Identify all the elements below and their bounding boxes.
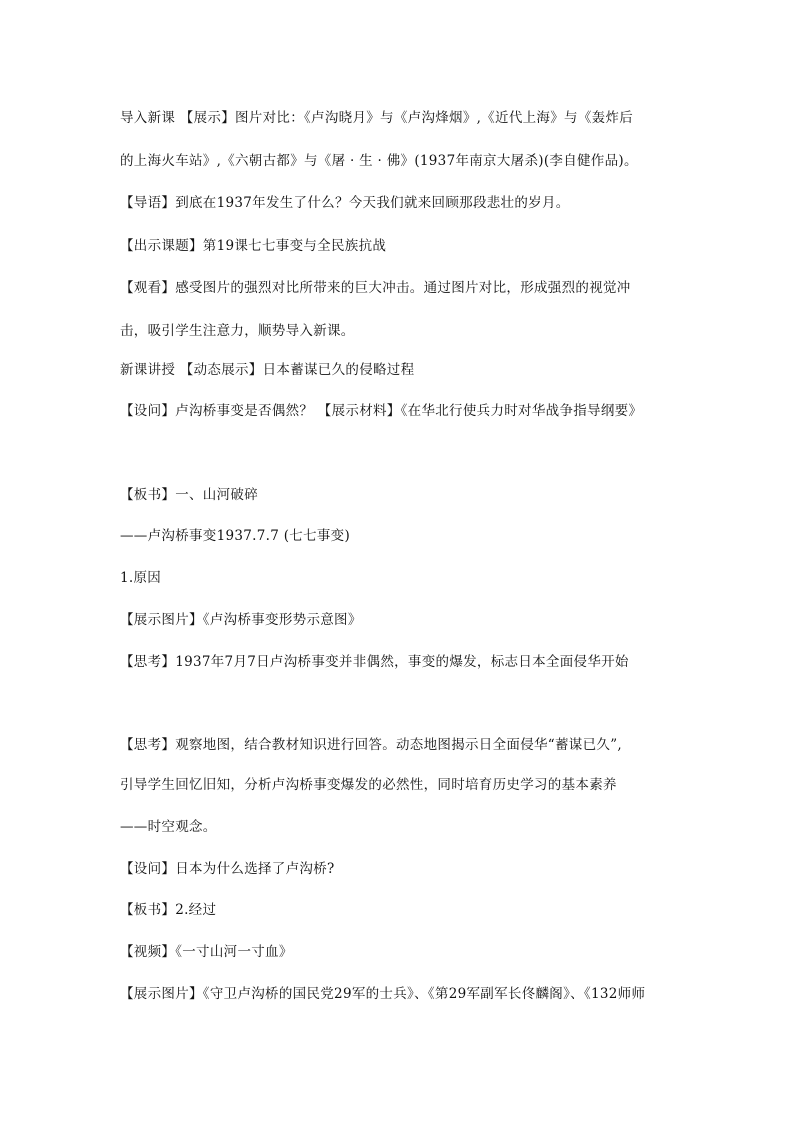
board-heading-1: 【板书】一、山河破碎 [120, 487, 258, 503]
lesson-title-line: 【出示课题】第19课七七事变与全民族抗战 [120, 238, 387, 254]
question-material-line: 【设问】卢沟桥事变是否偶然？ 【展示材料】《在华北行使兵力时对华战争指导纲要》 [120, 403, 643, 419]
map-image-line: 【展示图片】《卢沟桥事变形势示意图》 [120, 612, 362, 628]
observe-line-cont: 击，吸引学生注意力，顺势导入新课。 [120, 323, 355, 339]
board-process-line: 【板书】2.经过 [120, 902, 217, 918]
spacetime-concept-line: ——时空观念。 [120, 819, 217, 835]
think-line-1: 【思考】1937年7月7日卢沟桥事变并非偶然，事变的爆发，标志日本全面侵华开始 [120, 654, 629, 670]
guide-line: 【导语】到底在1937年发生了什么？今天我们就来回顾那段悲壮的岁月。 [120, 195, 570, 211]
video-line: 【视频】《一寸山河一寸血》 [120, 944, 293, 960]
think-line-2: 【思考】观察地图，结合教材知识进行回答。动态地图揭示日全面侵华“蓄谋已久”, [120, 737, 622, 753]
intro-images-line-cont: 的上海火车站》,《六朝古都》与《屠 · 生 · 佛》(1937年南京大屠杀)(李自健作品)。 [120, 153, 638, 169]
question-bridge-line: 【设问】日本为什么选择了卢沟桥? [120, 861, 335, 877]
cause-heading: 1.原因 [120, 570, 162, 586]
think-line-2-cont: 引导学生回忆旧知，分析卢沟桥事变爆发的必然性，同时培育历史学习的基本素养 [120, 777, 617, 793]
intro-images-line: 导入新课 【展示】图片对比：《卢沟晓月》与《卢沟烽烟》,《近代上海》与《轰炸后 [120, 110, 634, 126]
new-lesson-line: 新课讲授 【动态展示】日本蓄谋已久的侵略过程 [120, 362, 415, 378]
observe-line: 【观看】感受图片的强烈对比所带来的巨大冲击。通过图片对比，形成强烈的视觉冲 [120, 280, 631, 296]
incident-date-line: ——卢沟桥事变1937.7.7 (七七事变) [120, 528, 351, 544]
soldier-images-line: 【展示图片】《守卫卢沟桥的国民党29军的士兵》、《第29军副军长佟麟阁》、《132师师 [120, 986, 646, 1002]
